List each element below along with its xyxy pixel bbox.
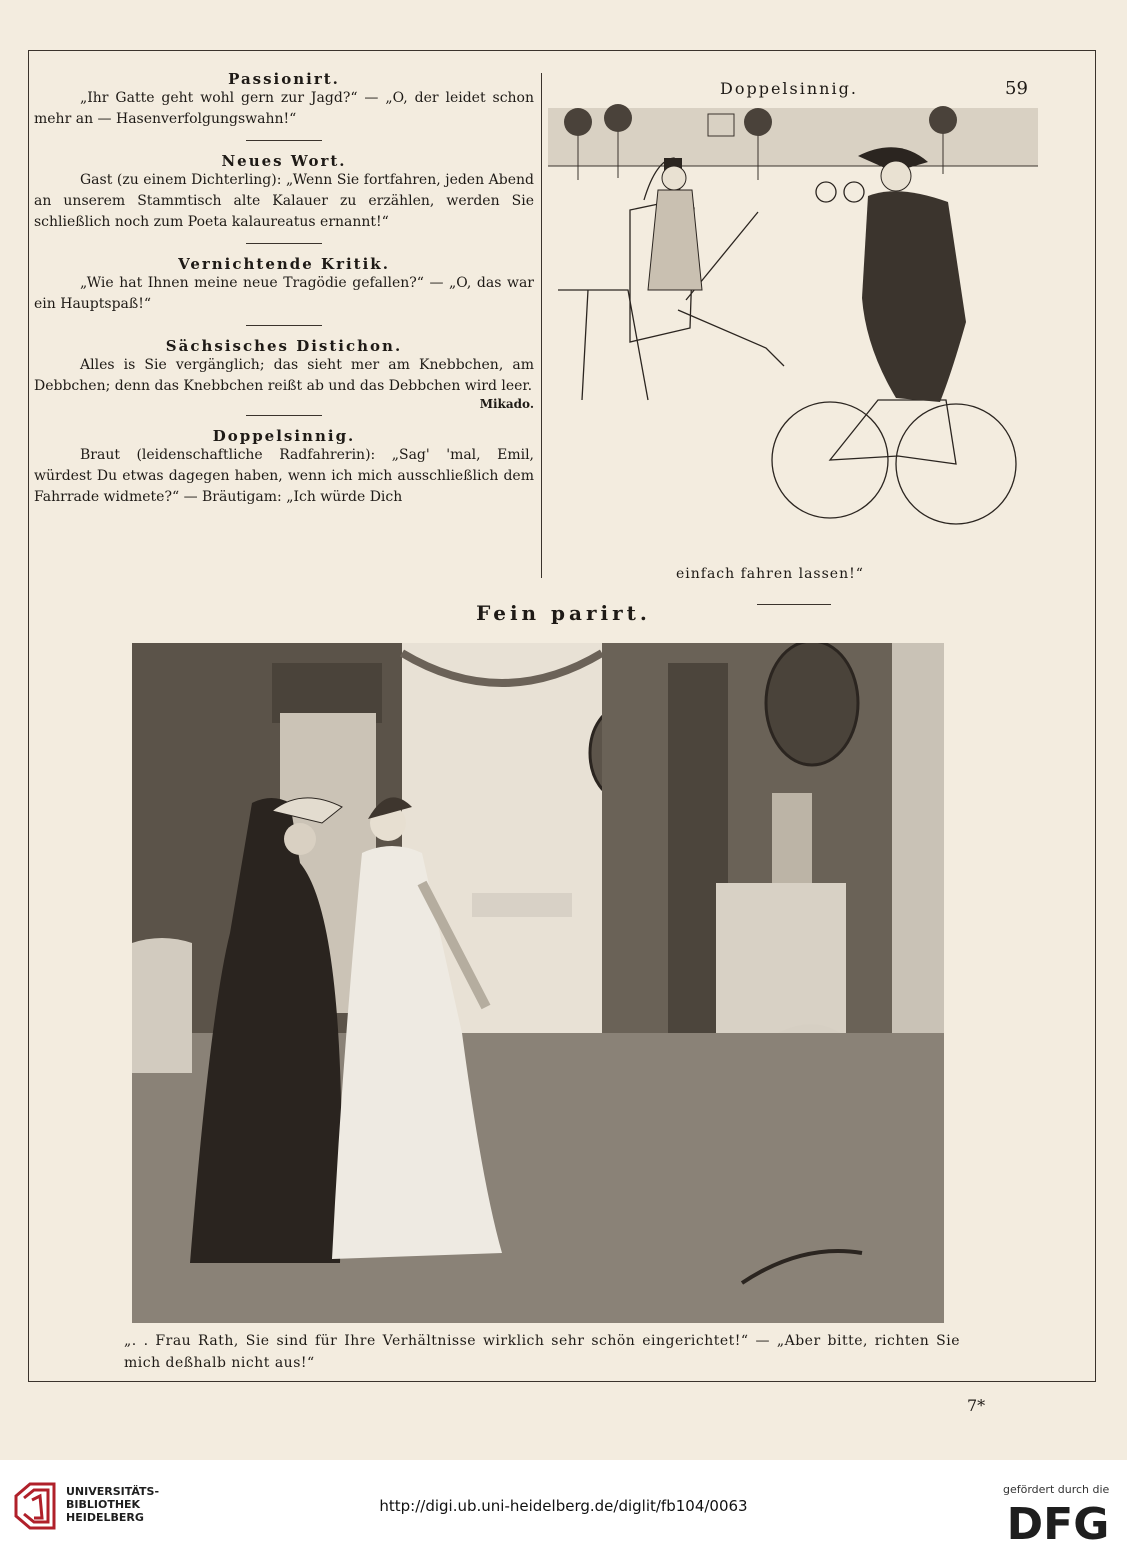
column-divider xyxy=(541,73,542,578)
item-title: Passionirt. xyxy=(228,70,340,88)
library-name: UNIVERSITÄTS- BIBLIOTHEK HEIDELBERG xyxy=(66,1485,160,1524)
item-title: Neues Wort. xyxy=(221,152,347,170)
item-text: Alles is Sie vergänglich; das sieht mer am Knebbchen, am Debbchen; denn das Knebbchen reißt ab und das Debbchen wird leer. xyxy=(34,357,534,394)
author-signature: Mikado. xyxy=(479,397,534,411)
running-head: Doppelsinnig. xyxy=(720,79,858,98)
item-title: Sächsisches Distichon. xyxy=(165,337,403,355)
item-title: Doppelsinnig. xyxy=(212,427,356,445)
cartoon-caption: „. . Frau Rath, Sie sind für Ihre Verhältnisse wirklich sehr schön eingerichtet!“ — „Aber bitte, richten Sie mich deßhalb nicht aus!“ xyxy=(124,1333,960,1371)
page-number: 59 xyxy=(1005,78,1028,99)
left-text-column xyxy=(34,70,534,508)
separator-rule xyxy=(246,415,322,416)
funding-note: gefördert durch die xyxy=(1003,1483,1110,1496)
main-cartoon-illustration xyxy=(132,643,944,1323)
item-title: Vernichtende Kritik. xyxy=(178,255,390,273)
separator-rule xyxy=(246,325,322,326)
cartoon-title: Fein parirt. xyxy=(476,601,651,625)
separator-rule xyxy=(246,140,322,141)
item-text: „Ihr Gatte geht wohl gern zur Jagd?“ — „O, der leidet schon mehr an — Hasenverfolgungswahn!“ xyxy=(34,90,534,127)
item-text: Braut (leidenschaftliche Radfahrerin): „Sag' 'mal, Emil, würdest Du etwas dagegen haben, wenn ich mich ausschließlich dem Fahrrade widmete?“ — Bräutigam: „Ich würde Dich xyxy=(34,447,534,505)
separator-rule xyxy=(246,243,322,244)
dfg-logo-text: DFG xyxy=(1006,1499,1110,1543)
sheet-signature: 7* xyxy=(967,1396,986,1415)
item-text: Gast (zu einem Dichterling): „Wenn Sie fortfahren, jeden Abend an unserem Stammtisch alte Kalauer zu erzählen, werden Sie schließlich noch zum Poeta kalaureatus ernannt!“ xyxy=(34,172,534,230)
digitization-url[interactable]: http://digi.ub.uni-heidelberg.de/diglit/fb104/0063 xyxy=(379,1497,748,1515)
item-text: „Wie hat Ihnen meine neue Tragödie gefallen?“ — „O, das war ein Hauptspaß!“ xyxy=(34,275,534,312)
cyclist-cartoon-illustration xyxy=(548,100,1038,558)
joke-continuation: einfach fahren lassen!“ xyxy=(676,566,864,582)
dfg-logo-icon xyxy=(1002,1499,1114,1543)
